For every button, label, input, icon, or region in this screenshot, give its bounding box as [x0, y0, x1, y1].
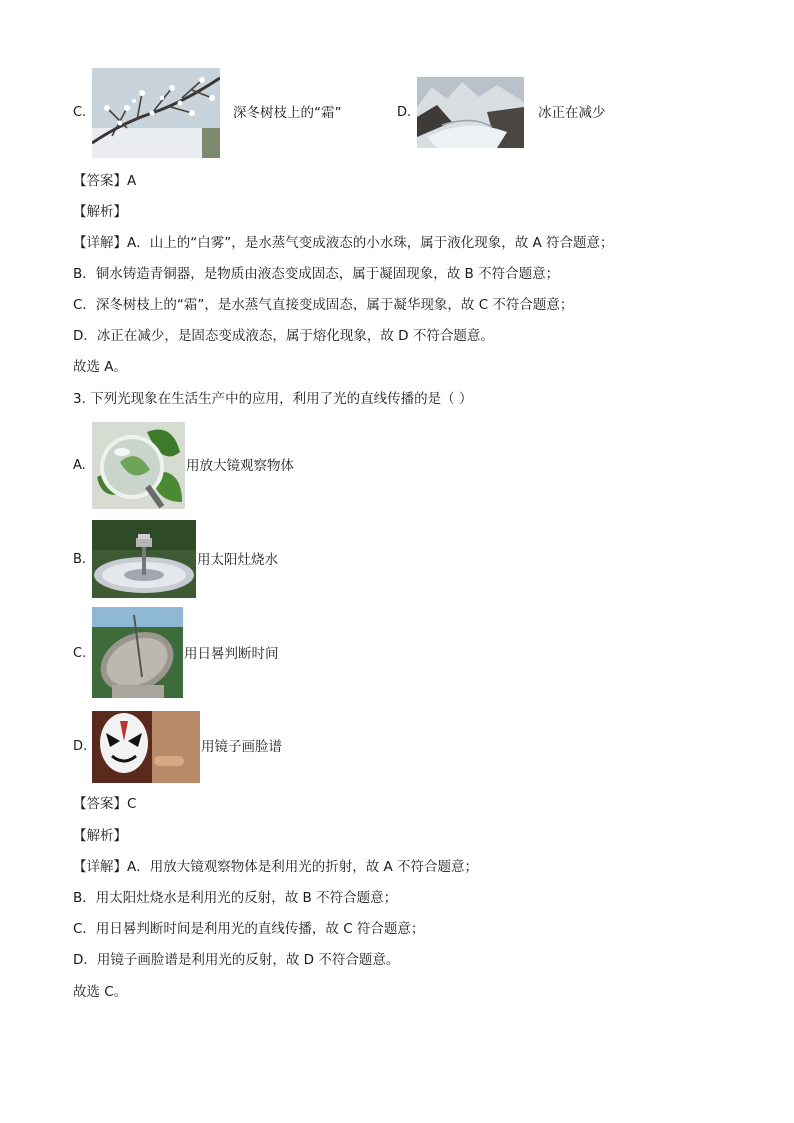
option-d-caption: 冰正在减少 — [538, 105, 606, 121]
q3-option-a-caption: 用放大镜观察物体 — [186, 458, 294, 474]
q3-stem: 3. 下列光现象在生活生产中的应用，利用了光的直线传播的是（ ） — [73, 391, 473, 407]
q2-detail-b: B．铜水铸造青铜器，是物质由液态变成固态，属于凝固现象，故 B 不符合题意； — [73, 266, 560, 282]
glacier-image — [417, 77, 524, 148]
q2-answer: 【答案】A — [73, 173, 137, 189]
q3-answer: 【答案】C — [73, 796, 137, 812]
q3-detail-d: D．用镜子画脸谱是利用光的反射，故 D 不符合题意。 — [73, 952, 400, 968]
q2-detail-c: C．深冬树枝上的“霜”，是水蒸气直接变成固态，属于凝华现象，故 C 不符合题意； — [73, 297, 574, 313]
q3-option-b-caption: 用太阳灶烧水 — [197, 552, 278, 568]
magnifier-image — [92, 422, 185, 509]
option-d-letter: D. — [397, 105, 412, 120]
q3-detail-a: 【详解】A．用放大镜观察物体是利用光的折射，故 A 不符合题意； — [73, 859, 479, 875]
q3-option-d-caption: 用镜子画脸谱 — [201, 739, 282, 755]
sundial-image — [92, 607, 183, 698]
q3-detail-c: C．用日晷判断时间是利用光的直线传播，故 C 符合题意； — [73, 921, 425, 937]
solar-cooker-image — [92, 520, 196, 598]
option-c-caption: 深冬树枝上的“霜” — [233, 105, 342, 121]
q3-option-d-letter: D. — [73, 739, 88, 754]
frost-branch-image — [92, 68, 220, 158]
q2-detail-a: 【详解】A．山上的“白雾”，是水蒸气变成液态的小水珠，属于液化现象，故 A 符合题意； — [73, 235, 614, 251]
q3-option-c-letter: C. — [73, 646, 87, 661]
q3-conclusion: 故选 C。 — [73, 984, 128, 1000]
q3-detail-b: B．用太阳灶烧水是利用光的反射，故 B 不符合题意； — [73, 890, 398, 906]
q3-option-a-letter: A. — [73, 458, 86, 473]
q3-option-b-letter: B. — [73, 552, 87, 567]
q2-detail-d: D．冰正在减少，是固态变成液态，属于熔化现象，故 D 不符合题意。 — [73, 328, 494, 344]
option-c-letter: C. — [73, 105, 87, 120]
q3-option-c-caption: 用日晷判断时间 — [184, 646, 279, 662]
q2-conclusion: 故选 A。 — [73, 359, 128, 375]
q3-analysis-title: 【解析】 — [73, 828, 127, 844]
q2-analysis-title: 【解析】 — [73, 204, 127, 220]
face-painting-mirror-image — [92, 711, 200, 783]
